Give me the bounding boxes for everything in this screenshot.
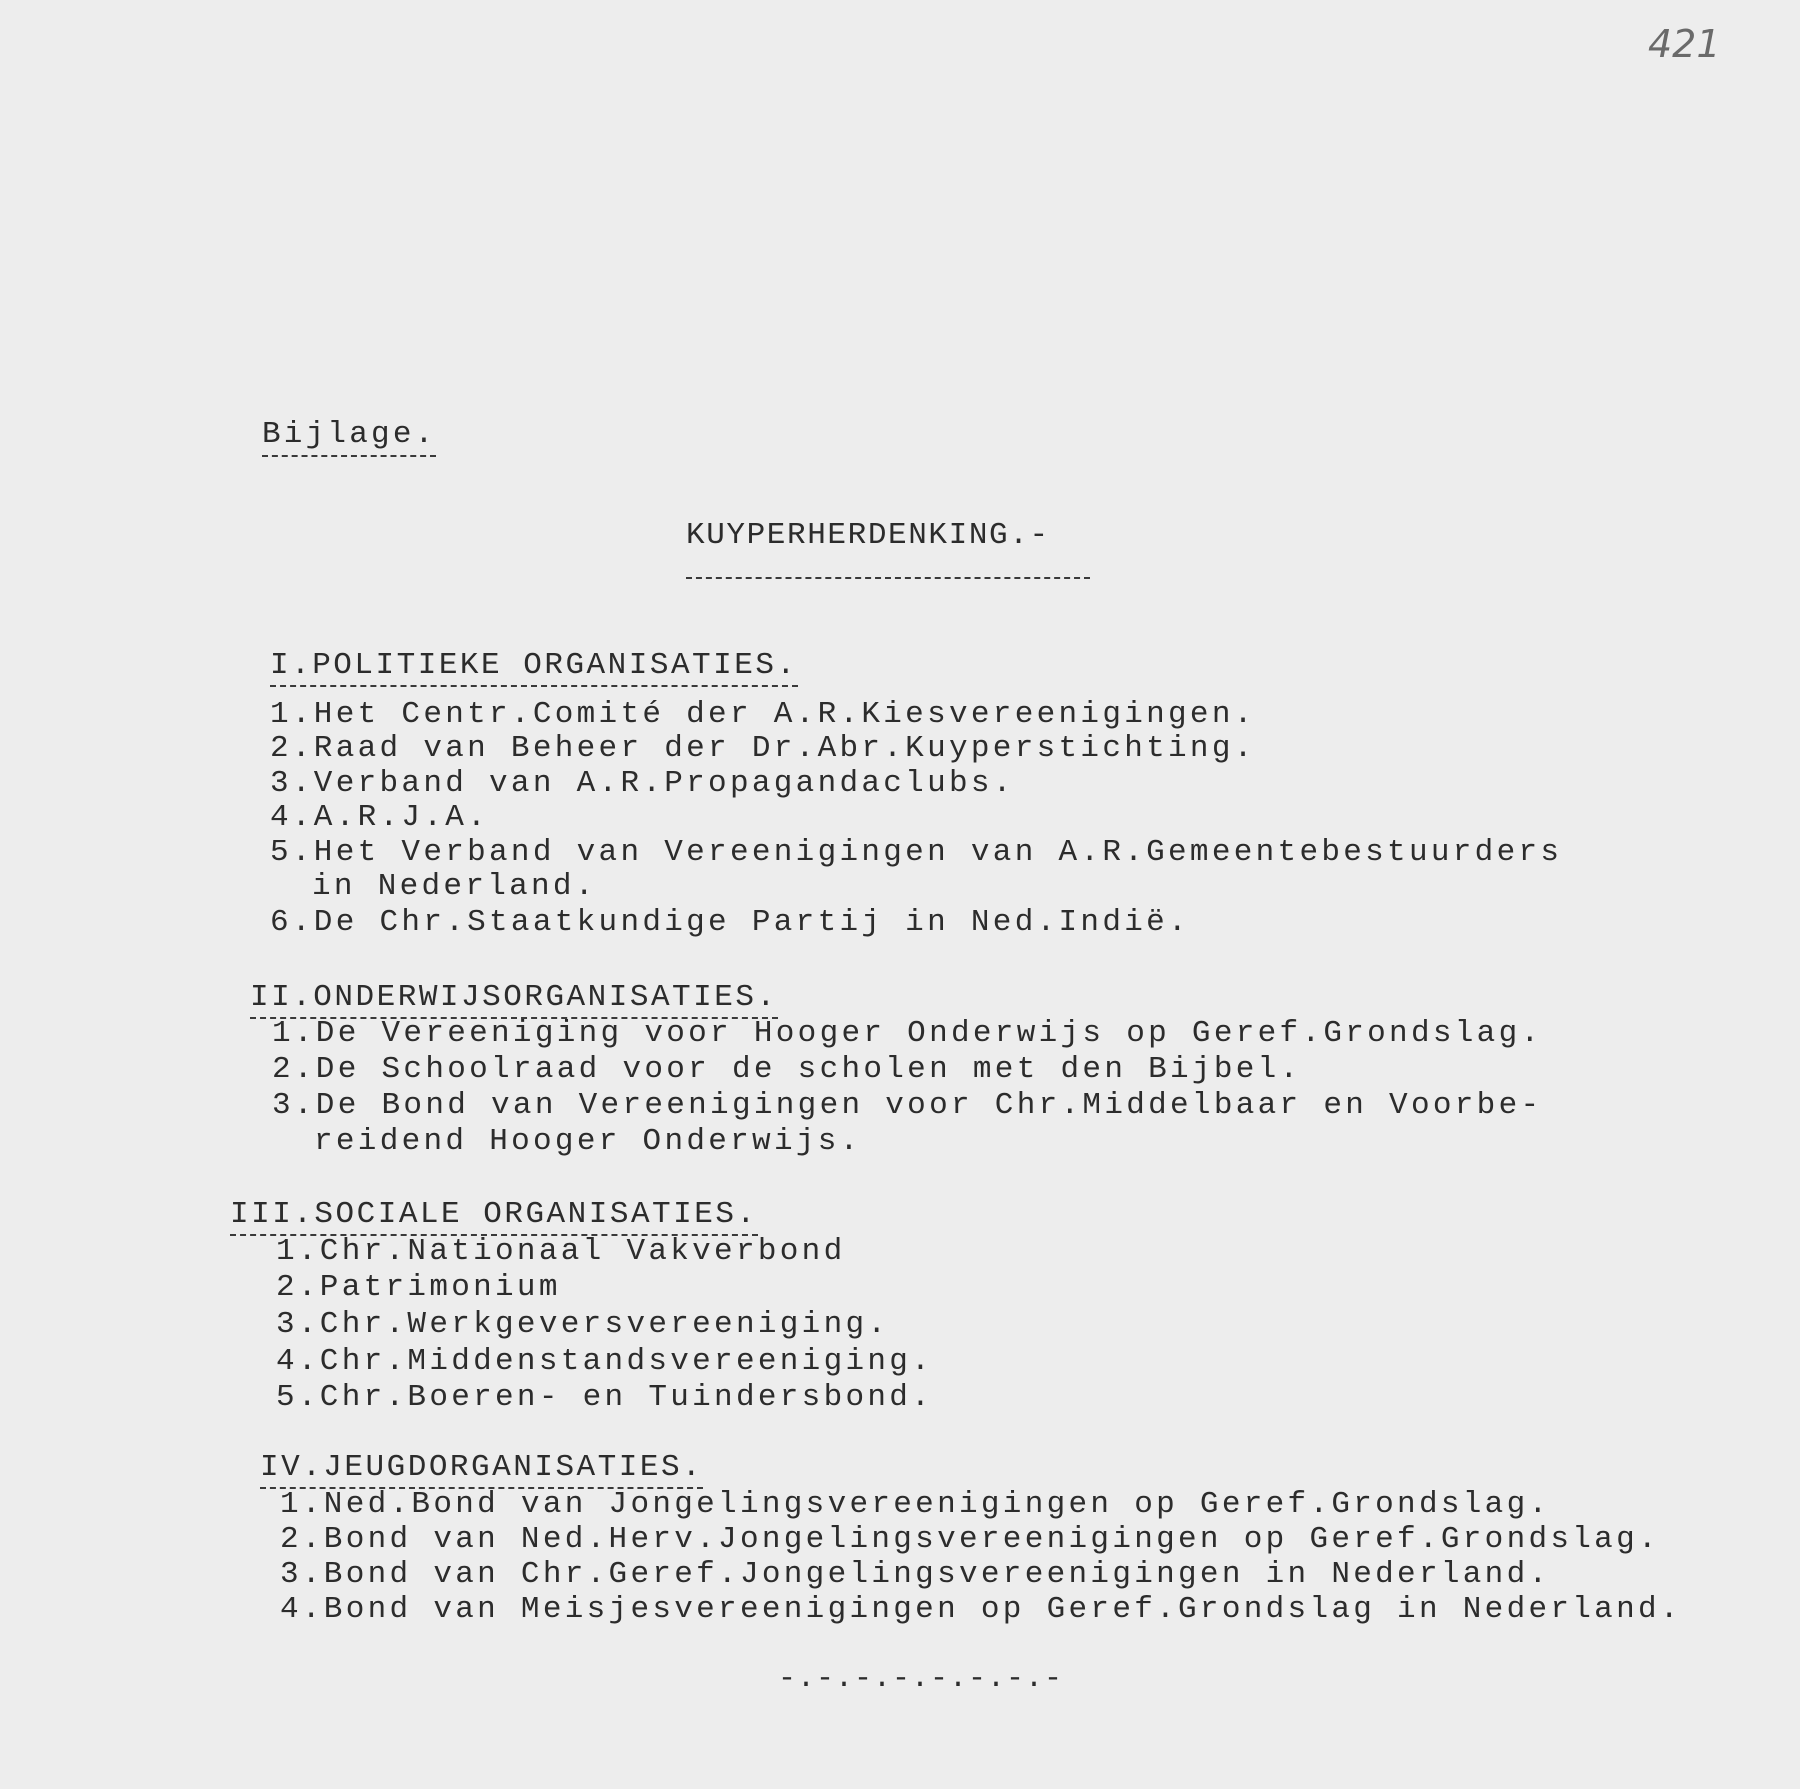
- list-item: 1.Ned.Bond van Jongelingsvereenigingen op Geref.Grondslag.: [280, 1487, 1551, 1522]
- list-item: 3.Verband van A.R.Propagandaclubs.: [270, 766, 1015, 801]
- list-item: 1.Chr.Nationaal Vakverbond: [276, 1234, 846, 1269]
- bijlage-label: Bijlage.: [262, 418, 436, 457]
- list-item-continuation: in Nederland.: [312, 869, 597, 904]
- list-item: 5.Het Verband van Vereenigingen van A.R.Gemeentebestuurders: [270, 835, 1563, 870]
- list-item: 5.Chr.Boeren- en Tuindersbond.: [276, 1380, 934, 1415]
- list-item: 3.De Bond van Vereenigingen voor Chr.Middelbaar en Voorbe-: [272, 1088, 1543, 1123]
- list-item: 2.De Schoolraad voor de scholen met den Bijbel.: [272, 1052, 1302, 1087]
- section-heading-onderwijs: II.ONDERWIJSORGANISATIES.: [250, 980, 778, 1019]
- list-item: 2.Bond van Ned.Herv.Jongelingsvereenigingen op Geref.Grondslag.: [280, 1522, 1660, 1557]
- list-item-continuation: reidend Hooger Onderwijs.: [314, 1124, 862, 1159]
- list-item: 4.A.R.J.A.: [270, 800, 490, 835]
- closing-dash-line: -.-.-.-.-.-.-.-: [778, 1662, 1064, 1696]
- list-item: 4.Chr.Middenstandsvereeniging.: [276, 1344, 934, 1379]
- section-heading-politieke: I.POLITIEKE ORGANISATIES.: [270, 648, 798, 687]
- list-item: 6.De Chr.Staatkundige Partij in Ned.Indië.: [270, 905, 1190, 940]
- page-number: 421: [1648, 22, 1721, 66]
- section-heading-sociale: III.SOCIALE ORGANISATIES.: [230, 1197, 758, 1236]
- list-item: 1.Het Centr.Comité der A.R.Kiesvereenigingen.: [270, 697, 1256, 732]
- list-item: 2.Raad van Beheer der Dr.Abr.Kuyperstichting.: [270, 731, 1256, 766]
- list-item: 3.Bond van Chr.Geref.Jongelingsvereenigingen in Nederland.: [280, 1557, 1551, 1592]
- document-title: KUYPERHERDENKING.-: [686, 518, 1090, 579]
- list-item: 1.De Vereeniging voor Hooger Onderwijs op Geref.Grondslag.: [272, 1016, 1543, 1051]
- section-heading-jeugd: IV.JEUGDORGANISATIES.: [260, 1450, 703, 1489]
- list-item: 2.Patrimonium: [276, 1270, 561, 1305]
- list-item: 4.Bond van Meisjesvereenigingen op Geref.Grondslag in Nederland.: [280, 1592, 1682, 1627]
- list-item: 3.Chr.Werkgeversvereeniging.: [276, 1307, 890, 1342]
